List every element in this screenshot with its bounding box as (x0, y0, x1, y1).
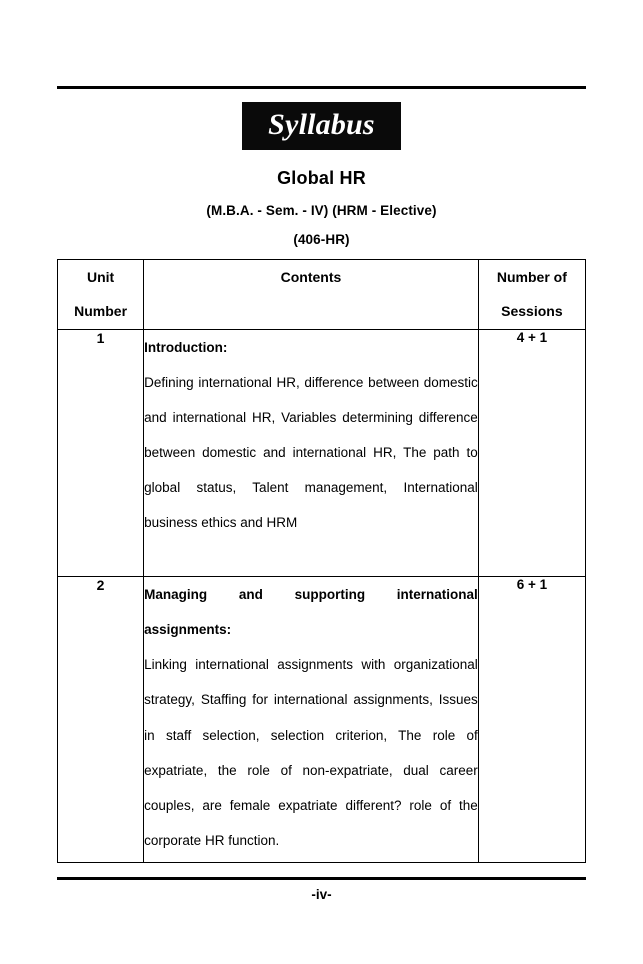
table-row (58, 329, 586, 577)
unit-heading: Introduction: (144, 339, 228, 355)
table-header-row (58, 260, 586, 330)
syllabus-banner-container (57, 102, 586, 150)
unit-contents-cell (144, 577, 479, 863)
unit-number-header-line-1: Unit (86, 269, 115, 285)
syllabus-banner: Syllabus (242, 102, 401, 150)
page-content (57, 0, 586, 902)
unit-body: Linking international assignments with organizational strategy, Staffing for international assignments, Issues in staff selection, selection criterion, The role of expatriate, the role of non-expatriate, dual career couples, are female expatriate different? role of the corporate HR function. (144, 657, 478, 848)
column-header-unit-number (58, 260, 144, 330)
course-code: (406-HR) (293, 232, 350, 247)
unit-contents-cell (144, 329, 479, 577)
program-line: (M.B.A. - Sem. - IV) (HRM - Elective) (206, 203, 437, 218)
unit-number-cell: 2 (58, 577, 144, 863)
unit-sessions-cell: 6 + 1 (478, 577, 585, 863)
column-header-sessions (478, 260, 585, 330)
syllabus-table (57, 259, 586, 863)
footer-rule (57, 877, 586, 880)
unit-number-cell: 1 (58, 329, 144, 577)
column-header-contents: Contents (144, 260, 479, 330)
course-title: Global HR (277, 168, 366, 188)
header-rule (57, 86, 586, 89)
table-row (58, 577, 586, 863)
page-number: -iv- (311, 886, 332, 902)
sessions-header-line-1: Number of (496, 269, 567, 285)
unit-number-header-line-2: Number (74, 303, 128, 320)
sessions-header-line-2: Sessions (501, 303, 563, 320)
unit-heading: Managing and supporting international assignments: (144, 587, 478, 638)
unit-sessions-cell: 4 + 1 (478, 329, 585, 577)
unit-body: Defining international HR, difference between domestic and international HR, Variables determining difference between domestic and international HR, The path to global status, Talent management, International business ethics and HRM (144, 374, 478, 531)
